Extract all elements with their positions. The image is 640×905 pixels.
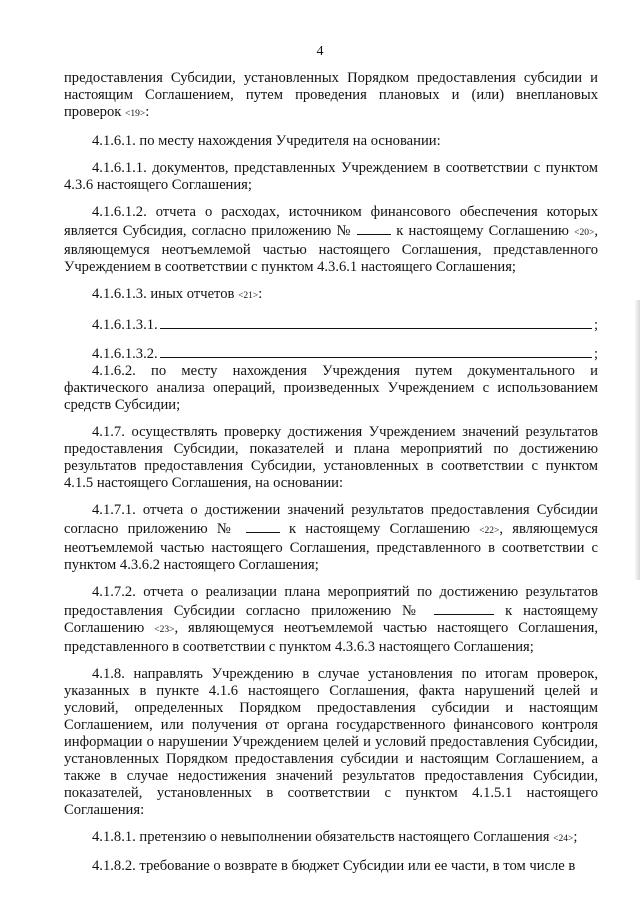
paragraph-text: 4.1.6.1.3. иных отчетов bbox=[92, 286, 235, 302]
paragraph-text: , являющемуся неотъемлемой частью настоящего Соглашения, представленного в соответствии с пунктом 4.3.6.2 настоящего Соглашения; bbox=[64, 521, 599, 573]
blank-line bbox=[160, 344, 592, 358]
blank-line bbox=[246, 519, 280, 533]
paragraph-text: 4.1.6.1.3.1. bbox=[92, 317, 158, 333]
paragraph-text: к настоящему Соглашению bbox=[64, 603, 599, 636]
paragraph-4-1-6-1 bbox=[64, 133, 598, 150]
paragraph-text: ; bbox=[593, 317, 598, 333]
paragraph-text: предоставления Субсидии, установленных Порядком предоставления субсидии и настоящим Соглашением, путем проведения плановых и (или) внеплановых проверок bbox=[64, 70, 598, 120]
paragraph-text: 4.1.6.2. по месту нахождения Учреждения путем документального и фактического анализа операций, произведенных Учреждением с использованием средств Субсидии; bbox=[64, 363, 598, 413]
paragraph-text: 4.1.8.2. требование о возврате в бюджет Субсидии или ее части, в том числе в bbox=[92, 858, 576, 874]
footnote-ref: <24> bbox=[553, 834, 574, 844]
paragraph-text: , являющемуся неотъемлемой частью настоящего Соглашения, представленного в соответствии с пунктом 4.3.6.3 настоящего Соглашения; bbox=[64, 620, 598, 655]
paragraph-text: 4.1.7.2. отчета о реализации плана мероприятий по достижению результатов предоставления Субсидии согласно приложению № bbox=[64, 584, 598, 619]
paragraph-4-1-6-1-3-2 bbox=[64, 344, 598, 363]
paragraph-4-1-6-1-3 bbox=[64, 286, 598, 305]
blank-line bbox=[357, 221, 391, 235]
paragraph-4-1-6-2 bbox=[64, 363, 598, 414]
paragraph-4-1-8-1 bbox=[64, 829, 598, 848]
paragraph-4-1-6-1-1 bbox=[64, 160, 598, 194]
paragraph-text: ; bbox=[573, 829, 578, 845]
paragraph-continuation: предоставления Субсидии, установленных Порядком предоставления субсидии и настоящим Соглашением, путем проведения плановых и (или) внеплановых проверок <19>: bbox=[64, 70, 598, 120]
document-body bbox=[64, 70, 598, 875]
paragraph-text: 4.1.6.1.1. документов, представленных Учреждением в соответствии с пунктом 4.3.6 настоящего Соглашения; bbox=[64, 160, 598, 193]
paragraph-text: 4.1.6.1.3.2. bbox=[92, 346, 158, 362]
paragraph-text: : bbox=[258, 286, 263, 302]
paragraph-text: к настоящему Соглашению bbox=[289, 521, 470, 537]
blank-line bbox=[160, 315, 592, 329]
scan-edge-shadow bbox=[634, 300, 640, 580]
paragraph-text: 4.1.7. осуществлять проверку достижения Учреждением значений результатов предоставления Субсидии, показателей и плана мероприятий по достижению результатов предоставления Субсидии, установленных в соответствии с пунктом 4.1.5 настоящего Соглашения, на основании: bbox=[64, 424, 598, 491]
paragraph-text: 4.1.7.1. отчета о достижении значений результатов предоставления Субсидии согласно приложению № bbox=[64, 502, 598, 537]
paragraph-text: , являющемуся неотъемлемой частью настоящего Соглашения, представленного Учреждением в соответствии с пунктом 4.3.6.1 настоящего Соглашения; bbox=[64, 223, 598, 275]
paragraph-text: ; bbox=[593, 346, 598, 362]
paragraph-4-1-8 bbox=[64, 666, 598, 819]
paragraph-4-1-6-1-2 bbox=[64, 204, 598, 276]
paragraph-text: 4.1.8.1. претензию о невыполнении обязательств настоящего Соглашения bbox=[92, 829, 550, 845]
paragraph-4-1-8-2 bbox=[64, 858, 598, 875]
paragraph-4-1-7-2 bbox=[64, 584, 598, 656]
footnote-ref: <22> bbox=[479, 526, 500, 536]
paragraph-text: к настоящему Соглашению bbox=[396, 223, 569, 239]
footnote-ref: <20> bbox=[574, 228, 595, 238]
paragraph-4-1-7 bbox=[64, 424, 598, 492]
paragraph-text: 4.1.6.1. по месту нахождения Учредителя на основании: bbox=[92, 133, 441, 149]
paragraph-4-1-7-1 bbox=[64, 502, 598, 574]
paragraph-text: 4.1.6.1.2. отчета о расходах, источником финансового обеспечения которых является Субсидия, согласно приложению № bbox=[64, 204, 598, 239]
footnote-ref: <21> bbox=[238, 291, 259, 301]
footnote-ref: <19> bbox=[125, 109, 146, 119]
paragraph-text: 4.1.8. направлять Учреждению в случае установления по итогам проверок, указанных в пункте 4.1.6 настоящего Соглашения, факта нарушений целей и условий, определенных Порядком предоставления субсидии и настоящим Соглашением, или получения от органа государственного финансового контроля информации о нарушении Учреждением целей и условий предоставления Субсидии, установленных Порядком предоставления субсидии и настоящим Соглашением, а также в случае недостижения значений результатов предоставления Субсидии, показателей, установленных в соответствии с пунктом 4.1.5.1 настоящего Соглашения: bbox=[64, 666, 598, 818]
page-number: 4 bbox=[316, 44, 324, 59]
footnote-ref: <23> bbox=[154, 625, 175, 635]
blank-line bbox=[434, 601, 494, 615]
paragraph-4-1-6-1-3-1 bbox=[64, 315, 598, 334]
